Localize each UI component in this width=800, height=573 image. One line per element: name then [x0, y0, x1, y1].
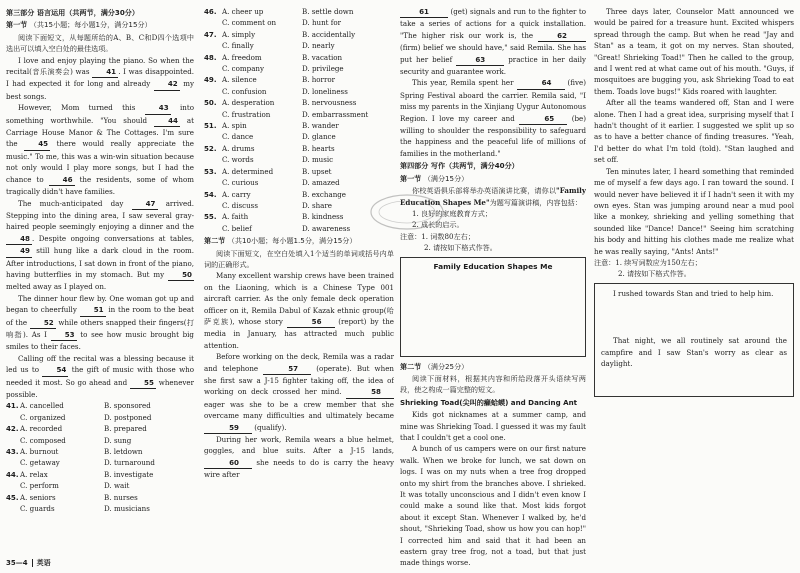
question-number: 46.: [204, 7, 217, 16]
option-d[interactable]: D. embarrassment: [302, 109, 369, 119]
question-number: 51.: [204, 121, 217, 131]
continuation-instructions: 阅读下面材料，根据其内容和所给段落开头语续写两段，使之构成一篇完整的短文。: [400, 373, 586, 395]
option-b[interactable]: B. prepared: [104, 424, 147, 434]
blank-58[interactable]: 58: [346, 386, 394, 398]
option-a[interactable]: A. seniors: [20, 492, 56, 502]
subject-label: 英语: [36, 559, 51, 567]
choices-41-45: [6, 400, 194, 514]
blank-53[interactable]: 53: [51, 329, 77, 341]
option-c[interactable]: C. frustration: [222, 109, 271, 119]
question-number: 43.: [6, 447, 19, 457]
cloze-paragraph-5: Calling off the recital was a blessing because it led us to 54 the gift of music with those who needed it most. So go ahead and 55 whenever possible.: [6, 353, 194, 399]
choice-row: [204, 97, 394, 108]
choice-row: [6, 446, 194, 457]
cloze-paragraph-2: However, Mom turned this 43 into something worthwhile. "You should 44 at Carriage House Manor & The Cottages. I'm sure the 45 there would really appreciate the music." To me, this was a win-win situation because not only would I play more songs, but I had the chance to 46 the residents, some of whom tragically didn't have families.: [6, 103, 194, 197]
spacer: [204, 40, 222, 51]
question-number: 50.: [204, 98, 217, 108]
spacer: [204, 17, 222, 28]
option-b[interactable]: B. hearts: [302, 143, 335, 153]
blank-55[interactable]: 55: [130, 377, 156, 389]
choice-row: [204, 189, 394, 200]
story-paragraph-5: Ten minutes later, I heard something that reminded me of myself a few days ago. I ran toward the sound. I would never have believed it if I hadn't seen it with my own eyes. Stan was jumping around near a mud pool like a monkey, shrieking and yelling something that sounded like "Dance! Dance!" Seeing him scratching his body and hitting his clothes made me realize what he was really saying, "Ants! Ants!": [594, 166, 794, 256]
continuation-note-2: 2. 请按如下格式作答。: [618, 269, 691, 279]
option-c[interactable]: C. organized: [20, 412, 66, 422]
blank-62[interactable]: 62: [538, 30, 586, 42]
question-number: 55.: [204, 212, 217, 222]
option-b[interactable]: B. sponsored: [104, 401, 151, 411]
choice-row: [204, 200, 394, 211]
grammar-paragraph-3-cont: 61 (get) signals and run to the fighter to take a series of actions for a quick installation. "The higher risk our work is, the 62 (firm) belief we should have," said Remila. She has put her belief 63 practice in her daily security and guarantee work.: [400, 7, 586, 77]
part4-section1-title: 第一节 （满分15分）: [400, 173, 469, 183]
blank-50[interactable]: 50: [168, 269, 194, 281]
option-b[interactable]: B. settle down: [302, 7, 354, 16]
option-b[interactable]: B. nervousness: [302, 98, 357, 108]
choice-row: [204, 40, 394, 51]
choice-row: [6, 435, 194, 446]
option-c[interactable]: C. company: [222, 64, 265, 74]
option-a[interactable]: A. simply: [222, 29, 256, 39]
option-d[interactable]: D. musicians: [104, 504, 150, 514]
choice-row: [6, 423, 194, 434]
question-number: 54.: [204, 189, 217, 199]
choice-row: [204, 211, 394, 222]
writing-point-2: 2. 成长的启示。: [412, 220, 464, 230]
choice-row: [204, 120, 394, 131]
option-a[interactable]: A. spin: [222, 121, 247, 131]
part3-title: 第三部分 语言运用（共两节，满分30分）: [6, 8, 139, 17]
continuation-opening-1: I rushed towards Stan and tried to help him.: [613, 288, 774, 298]
story-paragraph-3: Three days later, Counselor Matt announced we would be paired for a treasure hunt. Excited whispers spread through the camp. But when he read "Jay and Stan" as a team, it got on my nerves. Stan shouted, "Great! Shrieking Toad!" Then he called to the group, and I went red at what came out of his mouth. "Guys, if mosquitoes are bugging you, ask Shrieking Toad to eat them. Toads love bugs!" Kids roared with laughter.: [594, 7, 794, 96]
option-c[interactable]: C. discuss: [222, 200, 258, 210]
option-a[interactable]: A. determined: [222, 166, 274, 176]
choice-row: [204, 154, 394, 165]
question-number: 41.: [6, 401, 19, 411]
choice-row: [204, 166, 394, 177]
option-a[interactable]: A. carry: [222, 189, 251, 199]
writing-point-1: 1. 良好的家庭教育方式；: [412, 208, 492, 218]
blank-51[interactable]: 51: [80, 304, 106, 316]
option-b[interactable]: B. wander: [302, 121, 339, 131]
part3-section1-title: 第一节 （共15小题；每小题1分，满分15分）: [6, 20, 152, 30]
option-b[interactable]: B. accidentally: [302, 29, 356, 39]
blank-61[interactable]: 61: [400, 6, 448, 18]
blank-48[interactable]: 48: [6, 233, 32, 245]
option-b[interactable]: B. kindness: [302, 212, 344, 222]
option-a[interactable]: A. burnout: [20, 447, 59, 457]
blank-54[interactable]: 54: [42, 364, 68, 376]
question-number: 44.: [6, 469, 19, 479]
choice-row: [204, 223, 394, 234]
part4-title: 第四部分 写作（共两节，满分40分）: [400, 161, 519, 171]
choice-row: [6, 503, 194, 514]
option-b[interactable]: B. letdown: [104, 447, 143, 457]
question-number: 49.: [204, 75, 217, 85]
spacer: [6, 435, 20, 446]
blank-65[interactable]: 65: [519, 113, 567, 125]
spacer: [6, 503, 20, 514]
option-d[interactable]: D. share: [302, 200, 332, 210]
grammar-paragraph-1: Many excellent warship crews have been trained on the Liaoning, which is a Chinese Type 001 aircraft carrier. As the only female deck operation officer on it, Remila Dabul of Kazak ethnic group(哈萨克族), whose story 56 (report) by the media in January, has attracted much public attention.: [204, 271, 394, 350]
continuation-answer-box[interactable]: [594, 283, 794, 397]
column-4: [594, 6, 794, 401]
choice-row: [6, 480, 194, 491]
spacer: [204, 86, 222, 97]
cloze-paragraph-1: I love and enjoy playing the piano. So when the recital(音乐演奏会) was 41 . I was disappointed. I had expected it for long and already 42 my best songs.: [6, 55, 194, 101]
question-number: 48.: [204, 52, 217, 62]
spacer: [204, 154, 222, 165]
writing-note-2: 2. 请按如下格式作答。: [424, 243, 497, 253]
choices-46-55: [204, 6, 394, 234]
choice-row: [204, 143, 394, 154]
blank-64[interactable]: 64: [517, 77, 565, 89]
spacer: [204, 223, 222, 234]
choice-row: [204, 6, 394, 17]
choice-row: [6, 412, 194, 423]
part3-section2-title: 第二节 （共10小题；每小题1.5分，满分15分）: [204, 236, 357, 246]
option-b[interactable]: B. horror: [302, 75, 336, 85]
option-d[interactable]: D. glance: [302, 132, 336, 142]
spacer: [6, 457, 20, 468]
option-d[interactable]: D. sung: [104, 435, 132, 445]
question-number: 45.: [6, 492, 19, 502]
spacer: [204, 131, 222, 142]
spacer: [204, 63, 222, 74]
option-c[interactable]: C. finally: [222, 41, 254, 51]
column-3: [400, 6, 586, 569]
option-d[interactable]: D. awareness: [302, 223, 351, 233]
choice-row: [204, 109, 394, 120]
choice-row: [204, 63, 394, 74]
continuation-opening-2: That night, we all routinely sat around the campfire and I saw Stan's worry as clear as daylight.: [601, 336, 787, 368]
blank-47[interactable]: 47: [132, 198, 158, 210]
spacer: [204, 109, 222, 120]
option-d[interactable]: D. loneliness: [302, 86, 348, 96]
option-d[interactable]: D. postponed: [104, 412, 152, 422]
option-d[interactable]: D. music: [302, 155, 334, 165]
essay-answer-box[interactable]: [400, 257, 586, 357]
question-number: 42.: [6, 424, 19, 434]
blank-42[interactable]: 42: [154, 78, 180, 90]
option-d[interactable]: D. amazed: [302, 178, 340, 188]
option-a[interactable]: A. silence: [222, 75, 257, 85]
page-footer: [6, 558, 51, 568]
option-d[interactable]: D. nearly: [302, 41, 335, 51]
choice-row: [6, 492, 194, 503]
spacer: [204, 200, 222, 211]
option-d[interactable]: D. wait: [104, 481, 130, 491]
blank-52[interactable]: 52: [30, 317, 56, 329]
blank-60[interactable]: 60: [204, 457, 252, 469]
choice-row: [6, 469, 194, 480]
option-c[interactable]: C. composed: [20, 435, 66, 445]
grammar-paragraph-2: Before working on the deck, Remila was a radar and telephone 57 (operate). But when she first saw a J-15 fighter taking off, the idea of working on deck crossed her mind. 58 eager was she to be a crew member that she overcame many difficulties and ultimately became 59 (qualify).: [204, 351, 394, 434]
question-number: 47.: [204, 29, 217, 39]
option-b[interactable]: B. exchange: [302, 189, 346, 199]
choice-row: [204, 74, 394, 85]
option-c[interactable]: C. confusion: [222, 86, 267, 96]
blank-41[interactable]: 41: [92, 66, 118, 78]
option-a[interactable]: A. recorded: [20, 424, 63, 434]
blank-44[interactable]: 44: [154, 115, 180, 127]
continuation-note-1: 注意：1. 续写词数应为150左右；: [594, 257, 702, 267]
option-b[interactable]: B. nurses: [104, 492, 138, 502]
option-a[interactable]: A. drums: [222, 143, 255, 153]
option-c[interactable]: C. comment on: [222, 18, 277, 28]
option-d[interactable]: D. turnaround: [104, 458, 155, 468]
choice-row: [204, 52, 394, 63]
option-d[interactable]: D. privilege: [302, 64, 344, 74]
option-a[interactable]: A. cancelled: [20, 401, 64, 411]
option-c[interactable]: C. perform: [20, 481, 59, 491]
part4-section2-title: 第二节 （满分25分）: [400, 361, 469, 371]
option-a[interactable]: A. freedom: [222, 52, 262, 62]
essay-box-title: Family Education Shapes Me: [433, 261, 553, 271]
column-2: [204, 6, 394, 481]
choice-row: [204, 29, 394, 40]
blank-63[interactable]: 63: [456, 54, 504, 66]
story-paragraph-4: After all the teams wandered off, Stan and I were alone. Then I had a great idea, surprising myself that I hadn't thought of it earlier. I suggested we split up so as to have a better chance of finding treasures. "Yeah, I'd better do what I'm told (told). "Stan laughed and set off.: [594, 98, 794, 165]
choice-row: [6, 400, 194, 411]
blank-49[interactable]: 49: [6, 245, 32, 257]
writing-instructions: 你校英语俱乐部将举办英语演讲比赛，请你以"Family Education Shapes Me"为题写篇演讲稿，内容包括：: [400, 186, 586, 207]
choice-row: [6, 457, 194, 468]
option-c[interactable]: C. getaway: [20, 458, 60, 468]
story-paragraph-1: Kids got nicknames at a summer camp, and mine was Shrieking Toad. I guessed it was my fault that I couldn't get a cool one.: [400, 410, 586, 442]
choice-row: [204, 17, 394, 28]
story-title: Shrieking Toad(尖叫的癞蛤蟆) and Dancing Ant: [400, 397, 578, 407]
grammar-paragraph-4: This year, Remila spent her 64 (five) Spring Festival aboard the carrier. Remila said, "I miss my parents in the Xinjiang Uygur Autonomous Region. I love my career and 65 (be) willing to shoulder the responsibility to safeguard the happiness and the peaceful life of millions of families in the motherland.": [400, 78, 586, 158]
spacer: [204, 177, 222, 188]
blank-46[interactable]: 46: [49, 174, 75, 186]
option-a[interactable]: A. cheer up: [222, 7, 264, 16]
blank-56[interactable]: 56: [287, 316, 335, 328]
option-b[interactable]: B. vacation: [302, 52, 343, 62]
story-paragraph-2: A bunch of us campers were on our first nature walk. When we broke for lunch, we sat down on logs. I was on my nuts when a tree frog dropped onto my shirt from the branches above. I shrieked. It was totally unconscious and I didn't even know I could make a sound like that. Most kids forgot about it except Stan. Whenever I walked by, he'd shout, "Shrieking Toad, show us how you can hop!" I corrected him and said that it had been an eastern gray tree frog, not a toad, but that just made things worse.: [400, 444, 586, 568]
grammar-instructions: 阅读下面短文，在空白处填入1个适当的单词或括号内单词的正确形式。: [204, 248, 394, 269]
option-d[interactable]: D. hunt for: [302, 18, 342, 28]
blank-59[interactable]: 59: [204, 422, 252, 434]
option-c[interactable]: C. guards: [20, 504, 55, 514]
part3-instructions: 阅读下面短文，从每题所给的A、B、C和D四个选项中选出可以填入空白处的最佳选项。: [6, 32, 194, 54]
cloze-paragraph-3: The much-anticipated day 47 arrived. Stepping into the dining area, I saw several gray-haired people seemingly enjoying a dinner and the 48 . Despite ongoing conversations at tables, 49 still hung like a dark cloud in the room. After introductions, I sat down in front of the piano, having butterflies in my stomach. But my 50 melted away as I played on.: [6, 198, 194, 292]
option-c[interactable]: C. dance: [222, 132, 254, 142]
choice-row: [204, 177, 394, 188]
choice-row: [204, 131, 394, 142]
option-a[interactable]: A. faith: [222, 212, 249, 222]
option-c[interactable]: C. curious: [222, 178, 259, 188]
column-1: [6, 6, 194, 514]
spacer: [6, 412, 20, 423]
option-c[interactable]: C. words: [222, 155, 254, 165]
cloze-paragraph-4: The dinner hour flew by. One woman got up and began to cheerfully 51 in the room to the beat of the 52 while others snapped their fingers(打响指). As I 53 to see how music brought big smiles to their faces.: [6, 293, 194, 352]
question-number: 52.: [204, 143, 217, 153]
option-c[interactable]: C. belief: [222, 223, 252, 233]
writing-note-1: 注意：1. 词数80左右；: [400, 231, 475, 241]
page-number: 35—4: [6, 559, 33, 567]
option-a[interactable]: A. desperation: [222, 98, 275, 108]
option-b[interactable]: B. investigate: [104, 469, 154, 479]
blank-45[interactable]: 45: [24, 138, 50, 150]
option-a[interactable]: A. relax: [20, 469, 48, 479]
grammar-paragraph-3: During her work, Remila wears a blue helmet, goggles, and blue suits. After a J-15 lands, 60 she needs to do is carry the heavy wire after: [204, 435, 394, 480]
choice-row: [204, 86, 394, 97]
blank-43[interactable]: 43: [145, 102, 171, 114]
option-b[interactable]: B. upset: [302, 166, 332, 176]
blank-57[interactable]: 57: [263, 363, 311, 375]
spacer: [6, 480, 20, 491]
question-number: 53.: [204, 166, 217, 176]
